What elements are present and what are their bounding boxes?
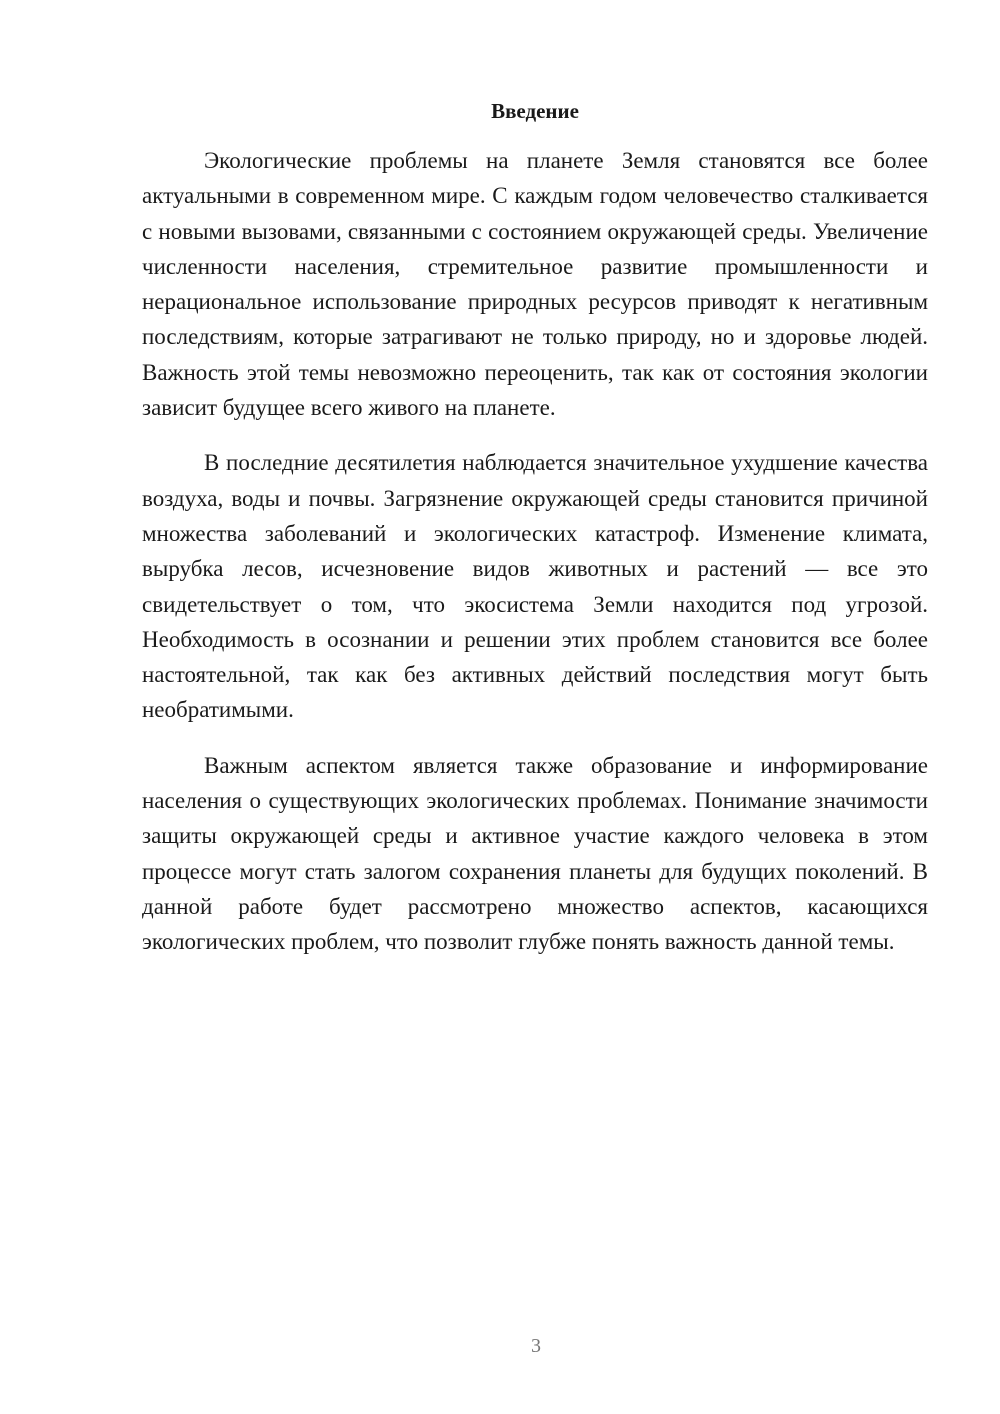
paragraph-1: Экологические проблемы на планете Земля становятся все более актуальными в современном мире. С каждым годом человечество сталкивается с новыми вызовами, связанными с состоянием окружающей среды. Увеличение численности населения, стремительное развитие промышленности и нерациональное использование природных ресурсов приводят к негативным последствиям, которые затрагивают не только природу, но и здоровье людей. Важность этой темы невозможно переоценить, так как от состояния экологии зависит будущее всего живого на планете.: [142, 148, 928, 421]
paragraph-2: В последние десятилетия наблюдается значительное ухудшение качества воздуха, воды и почвы. Загрязнение окружающей среды становится причиной множества заболеваний и экологических катастроф. Изменение климата, вырубка лесов, исчезновение видов животных и растений — все это свидетельствует о том, что экосистема Земли находится под угрозой. Необходимость в осознании и решении этих проблем становится все более настоятельной, так как без активных действий последствия могут быть необратимыми.: [142, 450, 928, 723]
page-number: 3: [531, 1335, 541, 1357]
body-text: [142, 143, 928, 980]
paragraph-3: Важным аспектом является также образование и информирование населения о существующих экологических проблемах. Понимание значимости защиты окружающей среды и активное участие каждого человека в этом процессе могут стать залогом сохранения планеты для будущих поколений. В данной работе будет рассмотрено множество аспектов, касающихся экологических проблем, что позволит глубже понять важность данной темы.: [142, 752, 928, 955]
section-heading: Введение: [491, 99, 579, 123]
